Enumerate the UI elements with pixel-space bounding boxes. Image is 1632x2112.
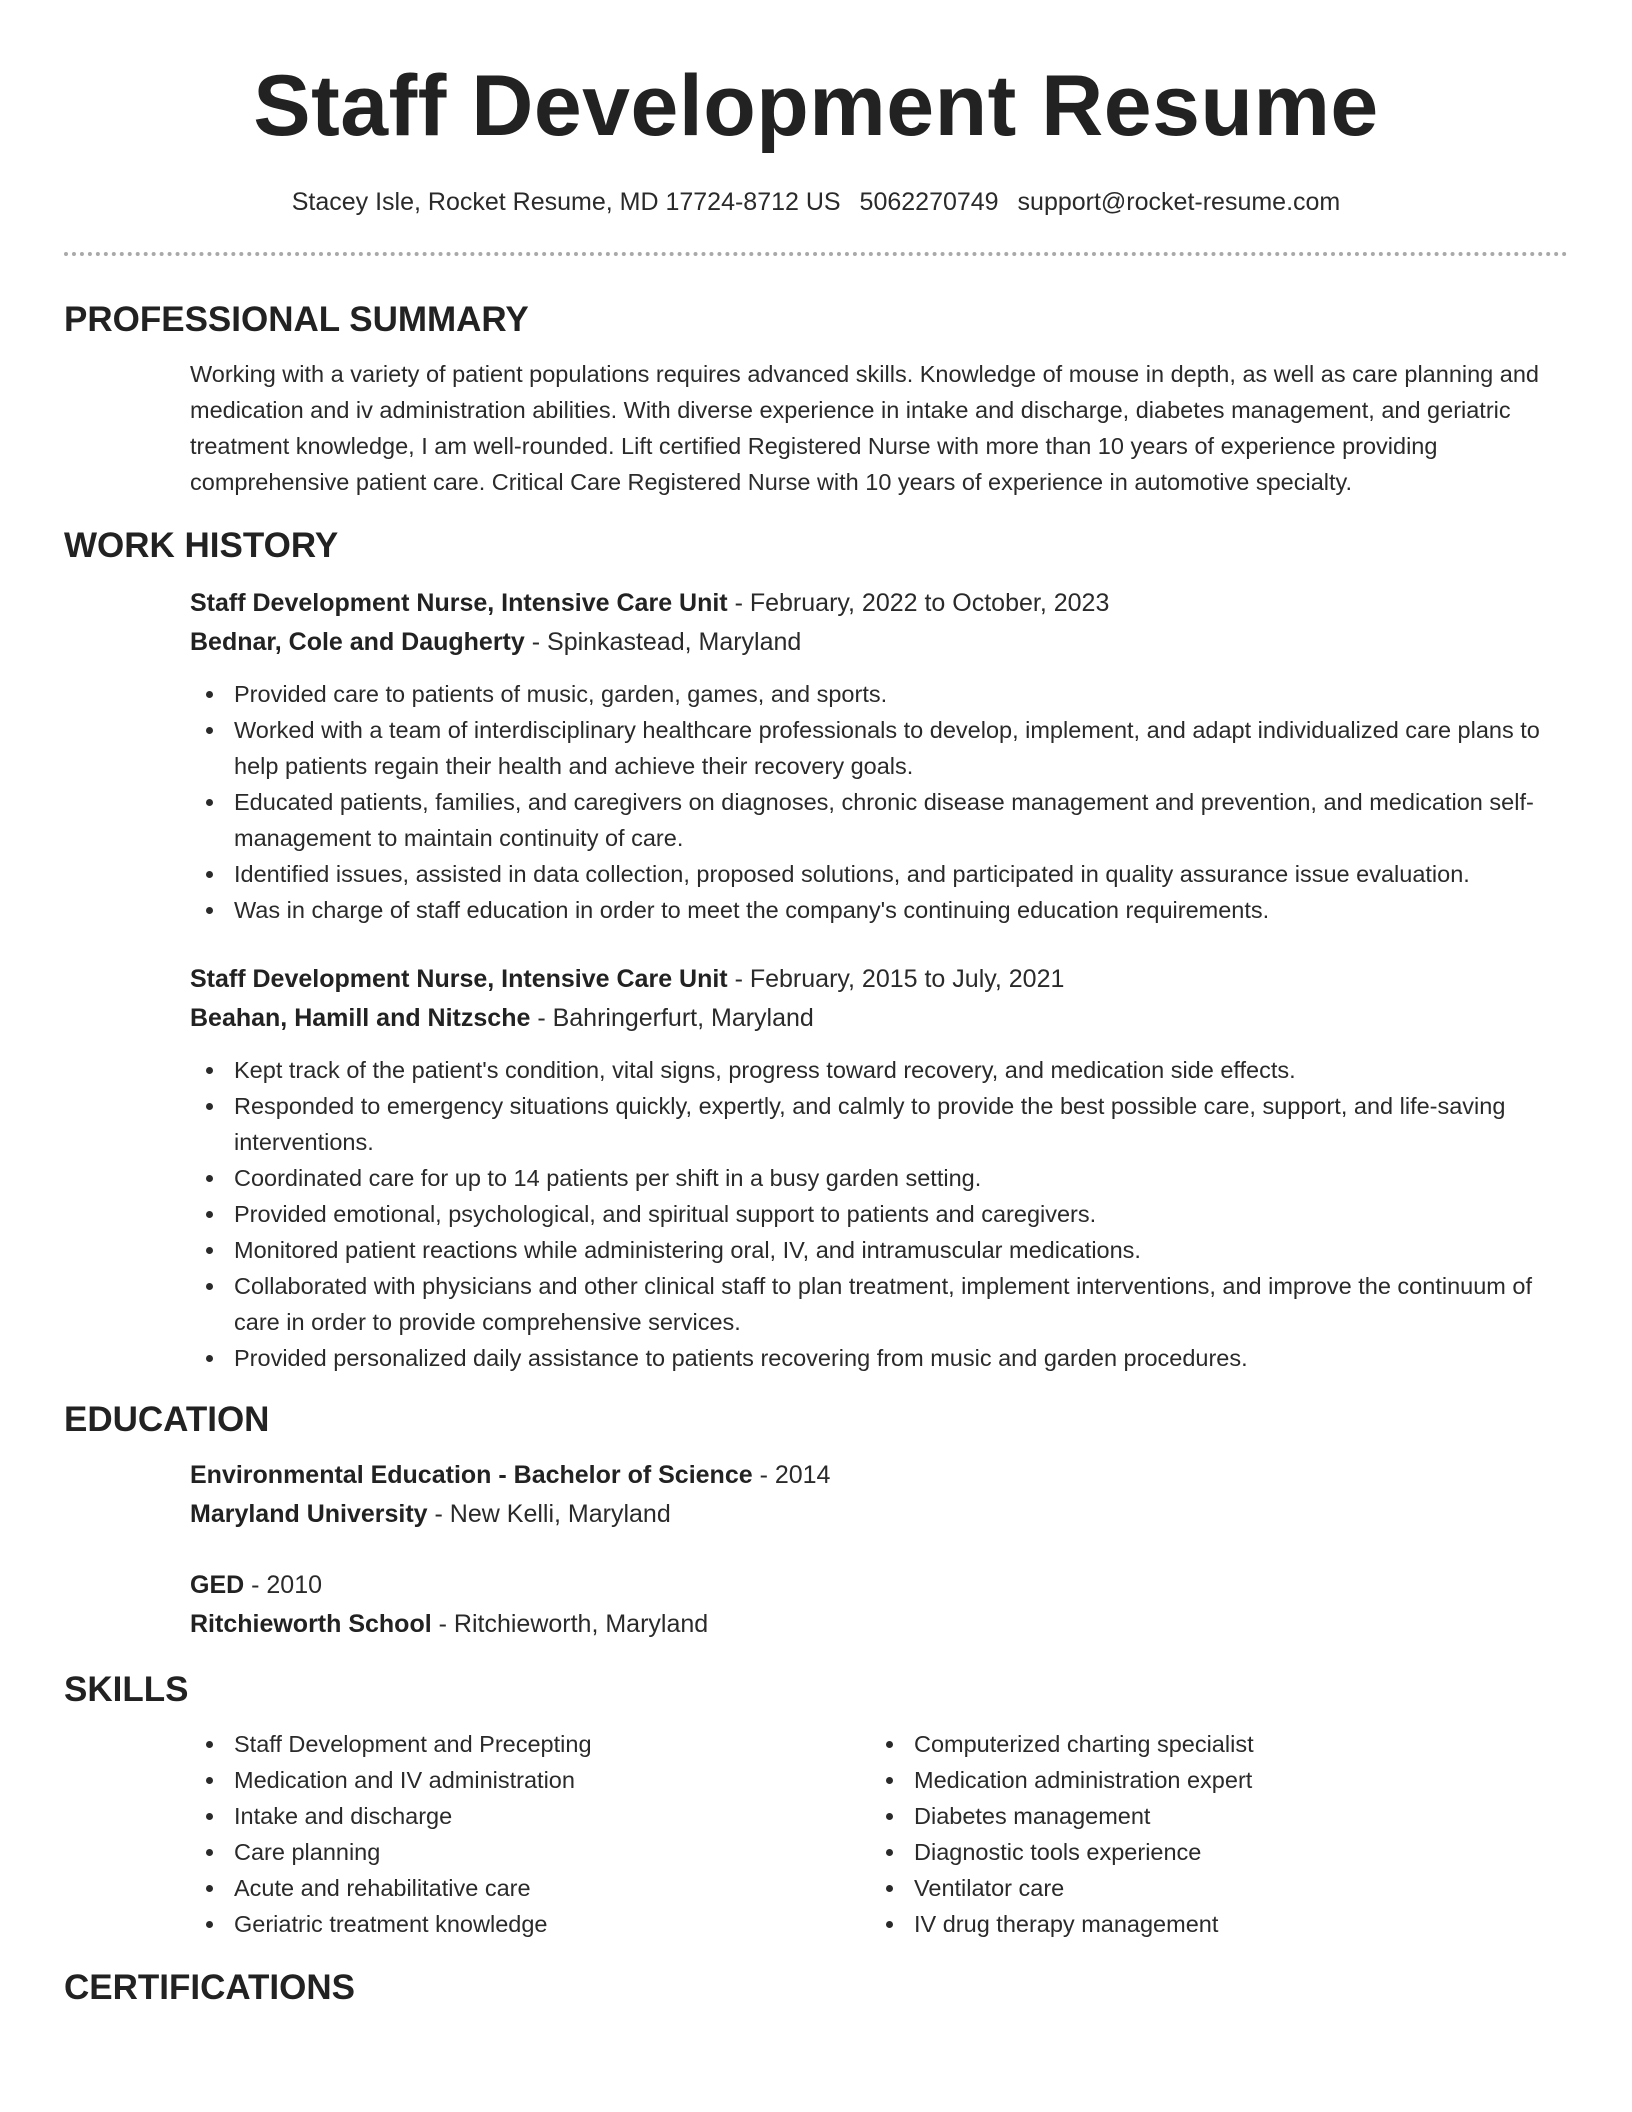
degree-year: - 2014 <box>752 1461 831 1489</box>
skill-item: Geriatric treatment knowledge <box>190 1906 870 1942</box>
contact-email[interactable]: support@rocket-resume.com <box>1017 188 1341 216</box>
work-history-heading: WORK HISTORY <box>64 526 339 565</box>
job-title: Staff Development Nurse, Intensive Care Unit <box>190 965 728 993</box>
list-item: Provided care to patients of music, garden, games, and sports. <box>190 676 1568 712</box>
education-heading: EDUCATION <box>64 1400 270 1439</box>
contact-line <box>64 186 1568 218</box>
job-company-line <box>190 999 1568 1038</box>
job-dates: - February, 2022 to October, 2023 <box>727 589 1110 617</box>
skills-section <box>190 1726 1568 1942</box>
degree-name: Environmental Education - Bachelor of Science <box>190 1461 753 1489</box>
degree-line <box>190 1456 1568 1495</box>
skill-item: Acute and rehabilitative care <box>190 1870 870 1906</box>
job-bullets <box>190 676 1568 928</box>
summary-text: Working with a variety of patient populations requires advanced skills. Knowledge of mouse in depth, as well as care planning and medication and iv administration abilities. With diverse experience in intake and discharge, diabetes management, and geriatric treatment knowledge, I am well-rounded. Lift certified Registered Nurse with more than 10 years of experience providing comprehensive patient care. Critical Care Registered Nurse with 10 years of experience in automotive specialty. <box>190 361 1539 495</box>
skill-item: Diabetes management <box>870 1798 1550 1834</box>
skill-item: Ventilator care <box>870 1870 1550 1906</box>
list-item: Identified issues, assisted in data collection, proposed solutions, and participated in quality assurance issue evaluation. <box>190 856 1568 892</box>
skill-item: Diagnostic tools experience <box>870 1834 1550 1870</box>
resume-page <box>64 0 1568 2010</box>
list-item: Educated patients, families, and caregivers on diagnoses, chronic disease management and prevention, and medication self-management to maintain continuity of care. <box>190 784 1568 856</box>
skill-item: IV drug therapy management <box>870 1906 1550 1942</box>
job-entry <box>190 960 1568 1376</box>
job-company: Beahan, Hamill and Nitzsche <box>190 1004 531 1032</box>
skill-item: Medication and IV administration <box>190 1762 870 1798</box>
list-item: Provided personalized daily assistance to patients recovering from music and garden procedures. <box>190 1340 1568 1376</box>
work-history-section <box>190 584 1568 1376</box>
job-title-line <box>190 584 1568 623</box>
job-location: - Bahringerfurt, Maryland <box>530 1004 814 1032</box>
skill-item: Staff Development and Precepting <box>190 1726 870 1762</box>
school-location: - New Kelli, Maryland <box>427 1500 671 1528</box>
summary-heading: PROFESSIONAL SUMMARY <box>64 300 529 339</box>
list-item: Was in charge of staff education in order to meet the company's continuing education requirements. <box>190 892 1568 928</box>
job-bullets <box>190 1052 1568 1376</box>
job-title: Staff Development Nurse, Intensive Care Unit <box>190 589 728 617</box>
job-title-line <box>190 960 1568 999</box>
school-line <box>190 1495 1568 1534</box>
list-item: Monitored patient reactions while administering oral, IV, and intramuscular medications. <box>190 1232 1568 1268</box>
school-name: Ritchieworth School <box>190 1610 432 1638</box>
school-location: - Ritchieworth, Maryland <box>431 1610 709 1638</box>
job-location: - Spinkastead, Maryland <box>524 628 802 656</box>
header-divider <box>64 252 1568 256</box>
contact-address: Stacey Isle, Rocket Resume, MD 17724-8712 US <box>291 188 841 216</box>
summary-section <box>190 356 1568 500</box>
skill-item: Intake and discharge <box>190 1798 870 1834</box>
skills-heading: SKILLS <box>64 1670 189 1709</box>
education-section <box>190 1456 1568 1644</box>
education-entry <box>190 1456 1568 1534</box>
skill-item: Care planning <box>190 1834 870 1870</box>
list-item: Collaborated with physicians and other clinical staff to plan treatment, implement interventions, and improve the continuum of care in order to provide comprehensive services. <box>190 1268 1568 1340</box>
job-company-line <box>190 623 1568 662</box>
skills-list-left <box>190 1726 870 1942</box>
certifications-heading: CERTIFICATIONS <box>64 1968 356 2007</box>
degree-name: GED <box>190 1571 245 1599</box>
skill-item: Computerized charting specialist <box>870 1726 1550 1762</box>
list-item: Responded to emergency situations quickly, expertly, and calmly to provide the best possible care, support, and life-saving interventions. <box>190 1088 1568 1160</box>
resume-title: Staff Development Resume <box>253 58 1379 154</box>
list-item: Provided emotional, psychological, and spiritual support to patients and caregivers. <box>190 1196 1568 1232</box>
list-item: Coordinated care for up to 14 patients per shift in a busy garden setting. <box>190 1160 1568 1196</box>
school-line <box>190 1605 1568 1644</box>
skills-grid <box>190 1726 1568 1942</box>
education-entry <box>190 1566 1568 1644</box>
school-name: Maryland University <box>190 1500 428 1528</box>
list-item: Kept track of the patient's condition, vital signs, progress toward recovery, and medication side effects. <box>190 1052 1568 1088</box>
degree-line <box>190 1566 1568 1605</box>
degree-year: - 2010 <box>244 1571 323 1599</box>
job-entry <box>190 584 1568 928</box>
skill-item: Medication administration expert <box>870 1762 1550 1798</box>
job-company: Bednar, Cole and Daugherty <box>190 628 525 656</box>
job-dates: - February, 2015 to July, 2021 <box>727 965 1065 993</box>
skills-list-right <box>870 1726 1550 1942</box>
list-item: Worked with a team of interdisciplinary healthcare professionals to develop, implement, and adapt individualized care plans to help patients regain their health and achieve their recovery goals. <box>190 712 1568 784</box>
contact-phone: 5062270749 <box>859 188 999 216</box>
